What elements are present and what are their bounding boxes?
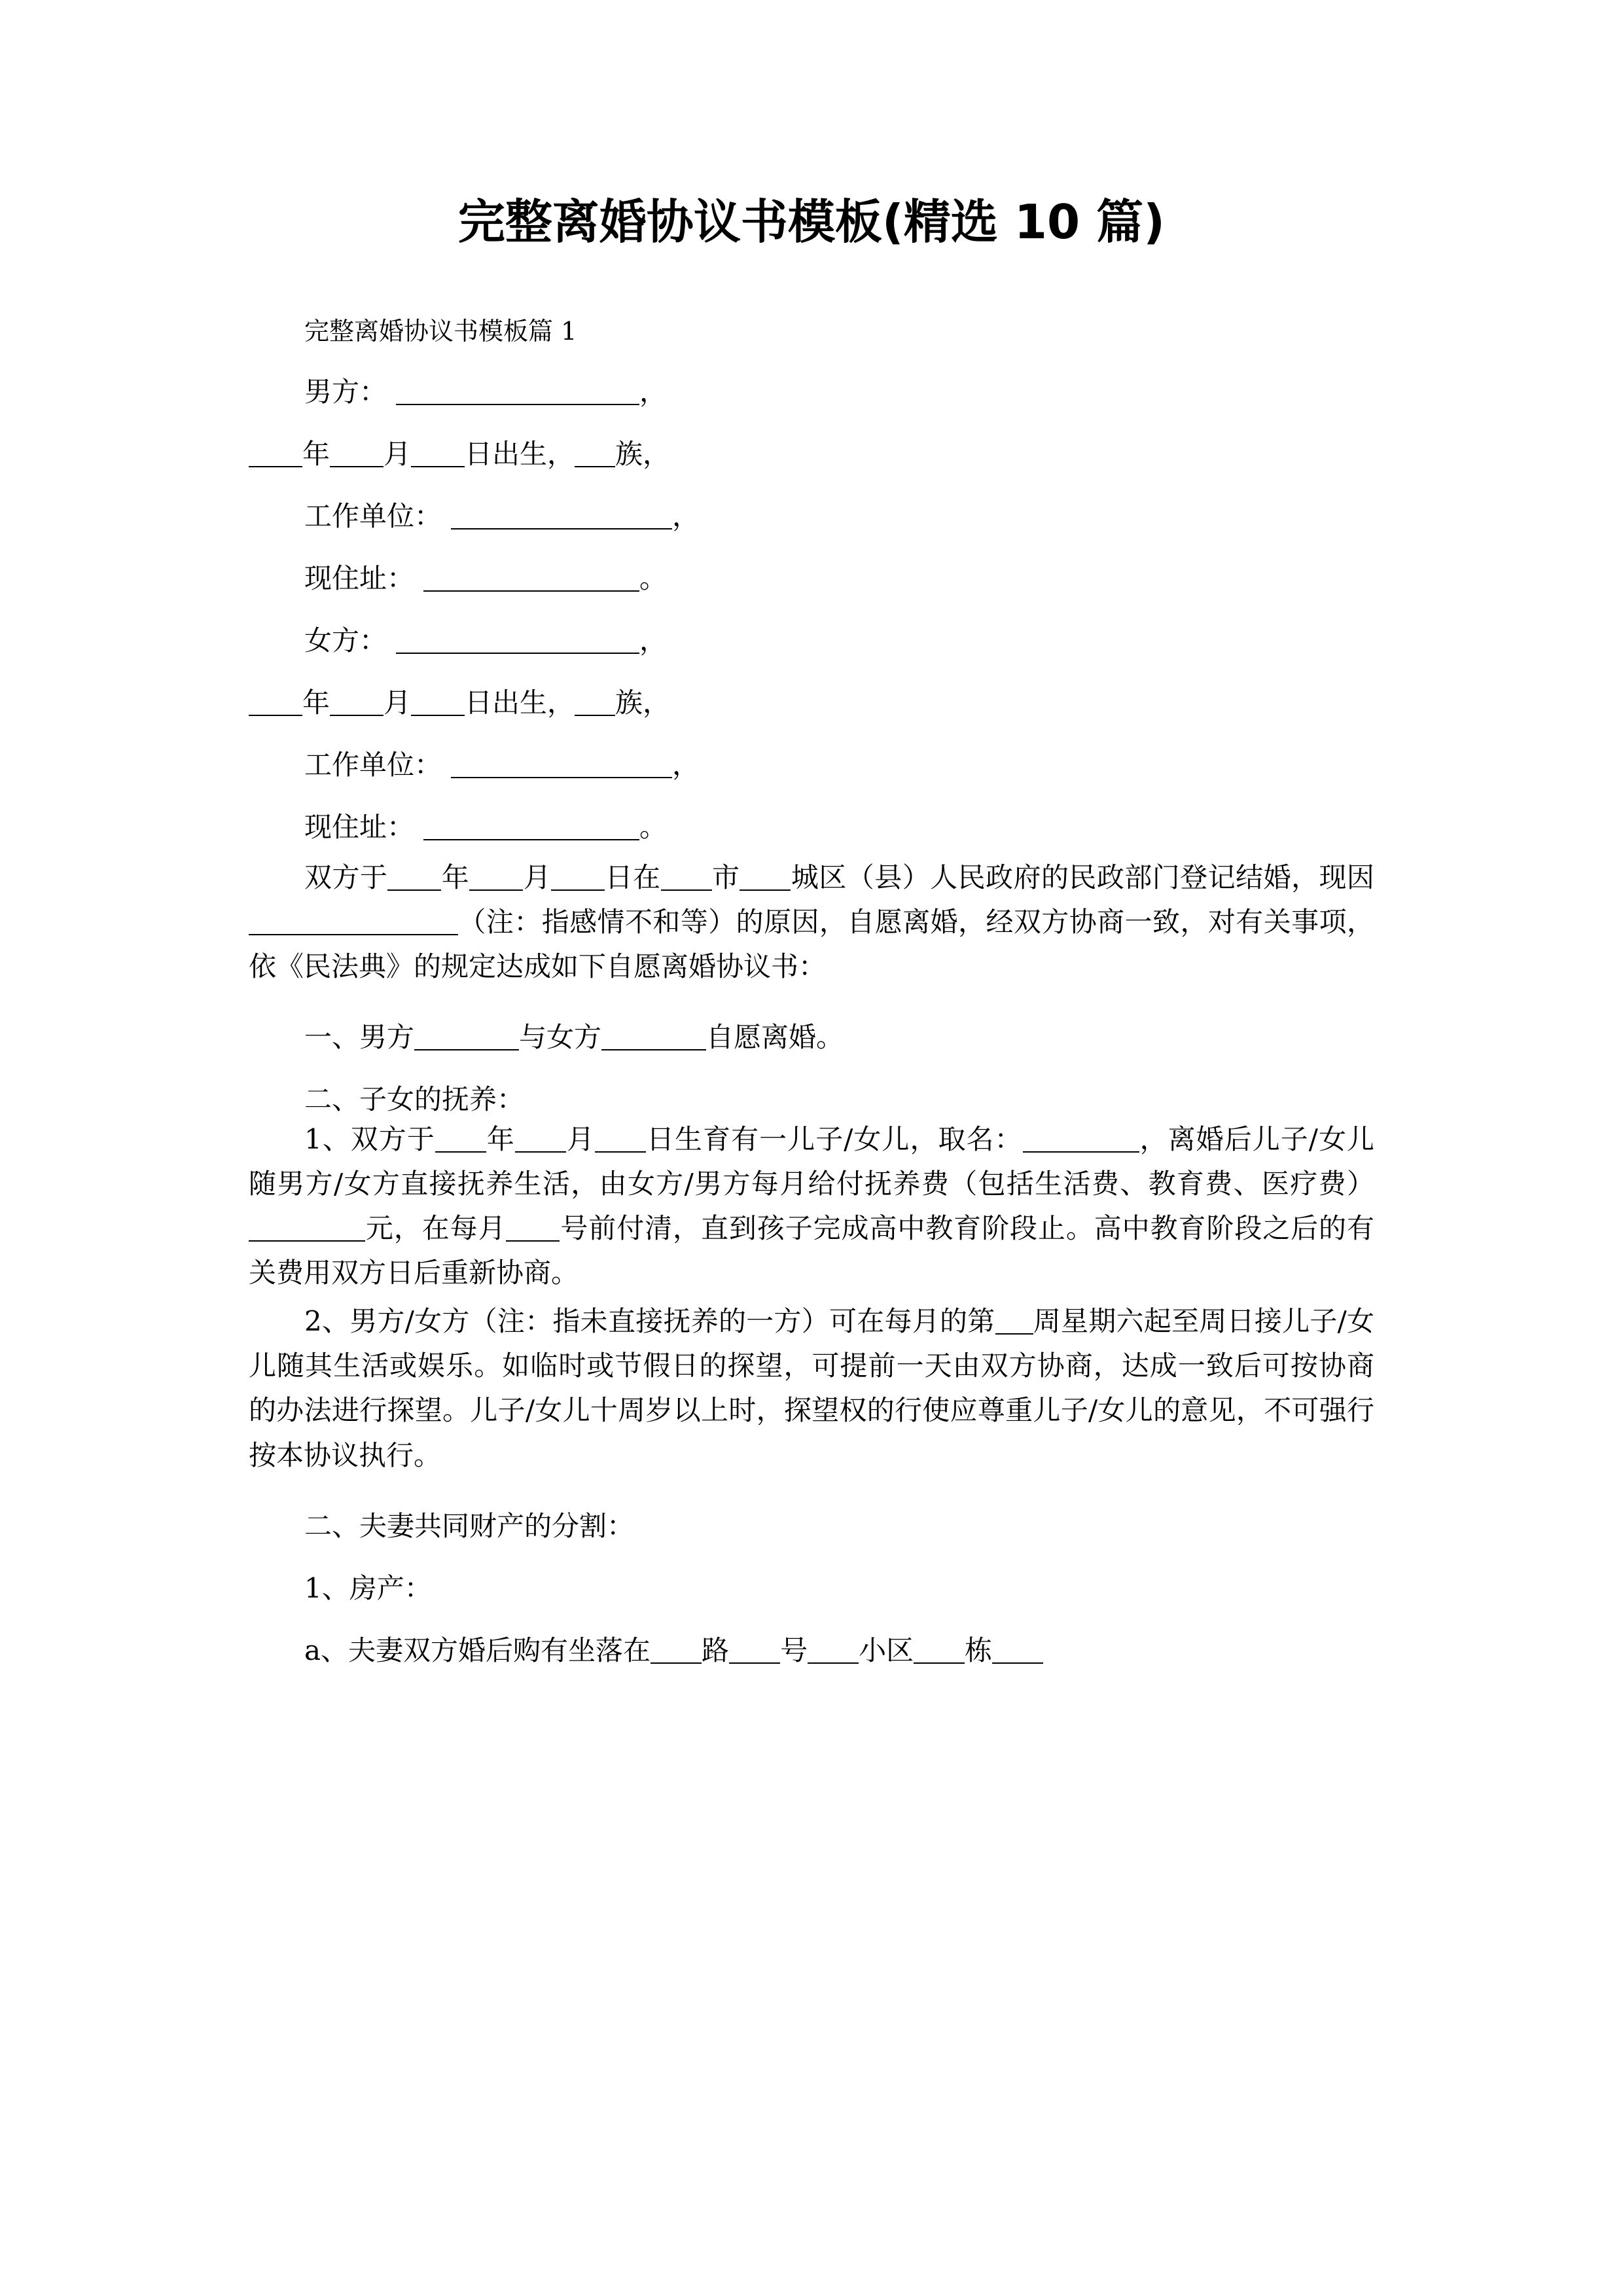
- male-birth-month-unit: 月: [383, 438, 412, 471]
- female-party-name-line: [304, 624, 1374, 657]
- clause-one-mid: 与女方: [519, 1021, 602, 1054]
- male-work-unit-label: 工作单位：: [304, 500, 442, 533]
- registration-paragraph: [249, 855, 1374, 989]
- female-name-blank[interactable]: [396, 630, 639, 654]
- marriage-month-blank[interactable]: [469, 867, 523, 891]
- marriage-city-unit: 市: [711, 861, 740, 894]
- child-name-blank[interactable]: [1023, 1129, 1139, 1153]
- male-address-blank[interactable]: [423, 568, 639, 592]
- property-community-blank[interactable]: [808, 1640, 859, 1664]
- item1-month-unit: 月: [565, 1123, 595, 1156]
- female-birth-month-blank[interactable]: [330, 692, 383, 716]
- female-birth-year-blank[interactable]: [249, 692, 302, 716]
- marriage-district-blank[interactable]: [740, 867, 791, 891]
- female-name-comma: ，: [639, 624, 668, 657]
- female-ethnicity-blank[interactable]: [575, 692, 615, 716]
- marriage-day-unit: 日在: [605, 861, 661, 894]
- male-ethnicity-blank[interactable]: [575, 444, 615, 467]
- marriage-day-blank[interactable]: [551, 867, 605, 891]
- visitation-week-blank[interactable]: [995, 1311, 1033, 1335]
- item1-rest: ，离婚后儿子/女儿随男方/女方直接抚养生活，由女方/男方每月给付抚养费（包括生活费、教育费、医疗费）: [249, 1123, 1374, 1200]
- male-birth-line: [249, 438, 1374, 471]
- male-party-name-line: [304, 378, 1374, 406]
- male-birth-year-unit: 年: [302, 438, 330, 471]
- support-amount-blank[interactable]: [249, 1218, 365, 1242]
- female-birth-day-unit: 日出生，: [465, 687, 575, 719]
- custody-item-1: [249, 1117, 1374, 1295]
- section-subheading: 完整离婚协议书模板篇 1: [304, 317, 577, 346]
- item1-lead: 1、双方于: [304, 1123, 435, 1156]
- property-a-lead: a、夫妻双方婚后购有坐落在: [304, 1634, 651, 1666]
- female-address-line: [304, 811, 1374, 844]
- male-party-label: 男方：: [304, 376, 387, 408]
- property-road-blank[interactable]: [651, 1640, 702, 1664]
- registration-note: （注：指感情不和等）的原因，自愿离婚，经双方协商一致，对有关事项，依《民法典》的规定达成如下自愿离婚协议书：: [249, 906, 1374, 983]
- female-address-blank[interactable]: [423, 817, 639, 840]
- clause-one-line: [304, 1021, 1374, 1054]
- item1-year-unit: 年: [486, 1123, 515, 1156]
- male-ethnicity-unit: 族，: [615, 438, 671, 471]
- property-no-unit: 号: [780, 1634, 808, 1666]
- clause-one-male-blank[interactable]: [414, 1027, 519, 1050]
- registration-lead: 双方于: [304, 861, 388, 894]
- child-birth-month-blank[interactable]: [515, 1129, 566, 1153]
- visitation-item-2: [249, 1299, 1374, 1477]
- male-birth-day-unit: 日出生，: [465, 438, 575, 471]
- female-birth-line: [249, 689, 1374, 717]
- male-address-line: [304, 562, 1374, 595]
- female-work-unit-label: 工作单位：: [304, 749, 442, 781]
- property-item-1-heading: 1、房产：: [304, 1571, 432, 1604]
- male-work-unit-line: [304, 500, 1374, 533]
- female-work-unit-blank[interactable]: [451, 755, 672, 778]
- clause-one-female-blank[interactable]: [601, 1027, 706, 1050]
- male-birth-month-blank[interactable]: [330, 444, 383, 467]
- male-work-unit-comma: ，: [672, 500, 700, 533]
- property-number-blank[interactable]: [729, 1640, 780, 1664]
- female-birth-month-unit: 月: [383, 687, 412, 719]
- female-work-unit-line: [304, 751, 1374, 779]
- property-item-a-line: [304, 1634, 1374, 1666]
- male-birth-day-blank[interactable]: [411, 444, 465, 467]
- marriage-month-unit: 月: [523, 861, 552, 894]
- female-ethnicity-unit: 族，: [615, 687, 671, 719]
- property-road-unit: 路: [702, 1634, 730, 1666]
- item2-lead: 2、男方/女方（注：指未直接抚养的一方）可在每月的第: [304, 1305, 995, 1338]
- marriage-year-unit: 年: [441, 861, 470, 894]
- property-building-blank[interactable]: [914, 1640, 965, 1664]
- clause-two-heading: 二、子女的抚养：: [304, 1083, 525, 1116]
- female-address-label: 现住址：: [304, 811, 415, 844]
- clause-one-lead: 一、男方: [304, 1021, 415, 1054]
- female-address-period: 。: [639, 811, 668, 844]
- male-address-label: 现住址：: [304, 562, 415, 595]
- document-content: [249, 0, 1374, 1664]
- item1-yuan: 元，在每月: [365, 1212, 507, 1245]
- divorce-reason-blank[interactable]: [249, 912, 458, 935]
- marriage-year-blank[interactable]: [387, 867, 441, 891]
- item1-hao: 号前付清，直到孩子完成高中教育阶段止。高中教育阶段之后的有关费用双方日后重新协商。: [249, 1212, 1374, 1289]
- property-community-unit: 小区: [859, 1634, 914, 1666]
- page-title: 完整离婚协议书模板(精选 10 篇): [457, 194, 1166, 249]
- female-work-unit-comma: ，: [672, 749, 700, 781]
- property-heading: 二、夫妻共同财产的分割：: [304, 1509, 635, 1542]
- female-birth-day-blank[interactable]: [411, 692, 465, 716]
- property-building-unit: 栋: [965, 1634, 993, 1666]
- male-name-comma: ，: [639, 376, 668, 408]
- male-birth-year-blank[interactable]: [249, 444, 302, 467]
- marriage-district-text: 城区（县）人民政府的民政部门登记结婚，现因: [791, 861, 1374, 894]
- female-birth-year-unit: 年: [302, 687, 330, 719]
- child-birth-year-blank[interactable]: [435, 1129, 486, 1153]
- payment-day-blank[interactable]: [506, 1218, 560, 1242]
- male-work-unit-blank[interactable]: [451, 506, 672, 529]
- clause-one-tail: 自愿离婚。: [706, 1021, 844, 1054]
- male-name-blank[interactable]: [396, 382, 639, 405]
- property-unit-blank[interactable]: [992, 1640, 1043, 1664]
- child-birth-day-blank[interactable]: [595, 1129, 646, 1153]
- female-party-label: 女方：: [304, 624, 387, 657]
- marriage-city-blank[interactable]: [661, 867, 712, 891]
- male-address-period: 。: [639, 562, 668, 595]
- item1-day-text: 日生育有一儿子/女儿，取名：: [646, 1123, 1023, 1156]
- item2-rest: 周星期六起至周日接儿子/女儿随其生活或娱乐。如临时或节假日的探望，可提前一天由双方协商，达成一致后可按协商的办法进行探望。儿子/女儿十周岁以上时，探望权的行使应尊重儿子/女儿的意见，不可强行按本协议执行。: [249, 1305, 1375, 1471]
